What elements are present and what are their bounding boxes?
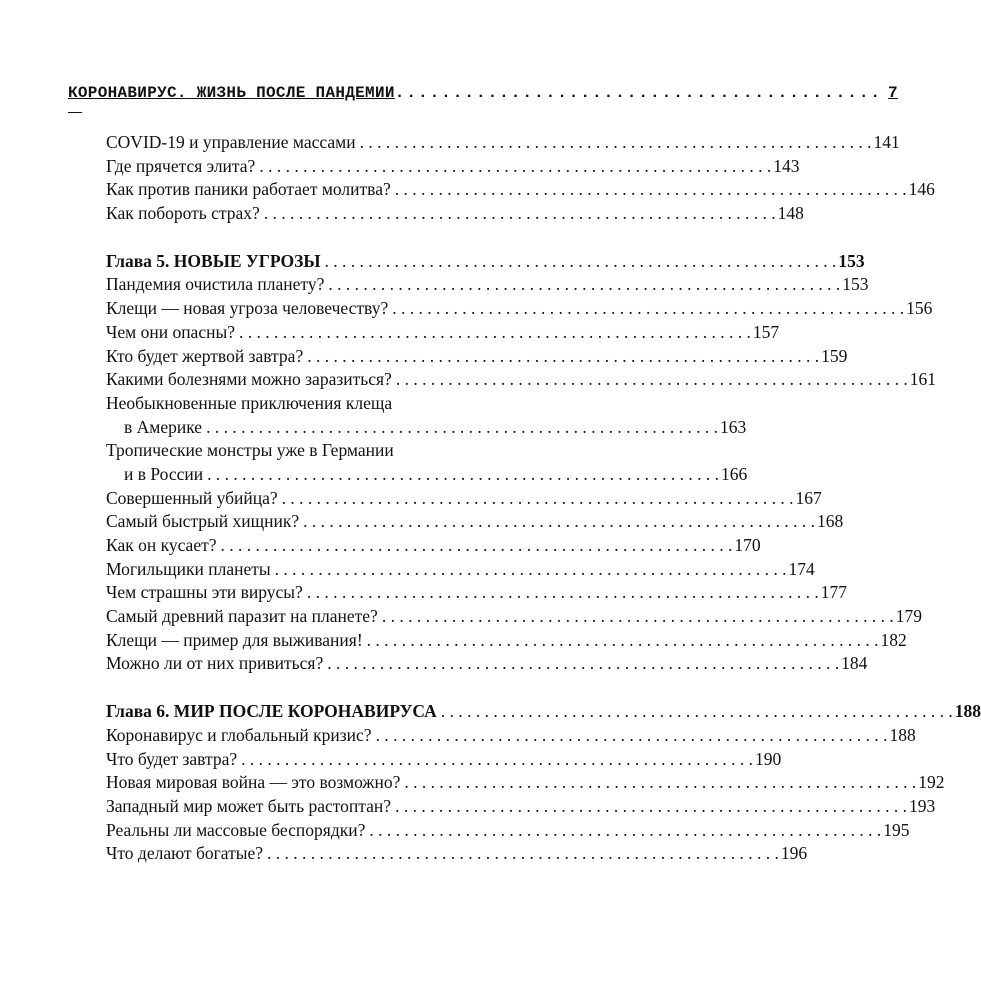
toc-entry-multiline-line1 bbox=[106, 392, 531, 416]
toc-entry bbox=[106, 819, 910, 843]
dot-leader bbox=[441, 700, 953, 724]
dot-leader bbox=[325, 250, 837, 274]
entry-page-number: 170 bbox=[734, 535, 761, 555]
chapter-6-heading bbox=[106, 700, 981, 724]
entry-page-number: 148 bbox=[777, 203, 804, 224]
chapter-title: Глава 5. НОВЫЕ УГРОЗЫ bbox=[106, 250, 321, 271]
section-gap bbox=[106, 226, 531, 250]
section-gap bbox=[106, 676, 531, 700]
entry-title: Какими болезнями можно заразиться? bbox=[106, 369, 392, 390]
entry-page-number: 141 bbox=[873, 132, 900, 152]
entry-title: Самый древний паразит на планете? bbox=[106, 606, 378, 627]
entry-page-number: 153 bbox=[842, 274, 869, 295]
entry-title: Как побороть страх? bbox=[106, 203, 260, 224]
toc-entry bbox=[106, 558, 815, 582]
chapter-5-heading bbox=[106, 250, 865, 274]
entry-title: Где прячется элита? bbox=[106, 155, 256, 176]
toc-entry bbox=[106, 178, 935, 202]
toc-group-4 bbox=[106, 724, 945, 866]
dot-leader bbox=[239, 321, 751, 345]
entry-title: Кто будет жертвой завтра? bbox=[106, 345, 304, 366]
toc-entry bbox=[106, 605, 922, 629]
entry-page-number: 179 bbox=[895, 606, 922, 627]
running-header bbox=[68, 84, 898, 102]
dot-leader bbox=[282, 487, 794, 511]
entry-page-number: 156 bbox=[906, 298, 933, 319]
entry-title: Западный мир может быть растоптан? bbox=[106, 795, 392, 816]
dot-leader bbox=[259, 155, 771, 179]
toc-entry bbox=[106, 510, 844, 534]
toc-group-2 bbox=[106, 273, 936, 391]
entry-title: Что будет завтра? bbox=[106, 748, 238, 769]
entry-page-number: 174 bbox=[788, 558, 815, 579]
toc-entry bbox=[106, 368, 936, 392]
entry-title: Пандемия очистила планету? bbox=[106, 274, 325, 295]
toc-entry bbox=[106, 202, 804, 226]
dot-leader bbox=[327, 652, 839, 676]
dot-leader bbox=[267, 842, 779, 866]
dot-leader bbox=[275, 558, 787, 582]
entry-page-number: 143 bbox=[773, 155, 800, 176]
dot-leader bbox=[206, 416, 718, 440]
entry-title: Необыкновенные приключения клеща bbox=[106, 392, 393, 413]
running-header-leader: .......................................... bbox=[394, 84, 883, 102]
chapter-page-number: 153 bbox=[838, 250, 865, 271]
entry-title: Клещи — новая угроза человечеству? bbox=[106, 298, 389, 319]
toc-entry bbox=[106, 724, 916, 748]
dot-leader bbox=[360, 131, 872, 155]
toc-entry bbox=[106, 534, 761, 558]
entry-page-number: 161 bbox=[909, 369, 936, 390]
toc-entry-multiline-line2 bbox=[106, 416, 747, 440]
toc-entry bbox=[106, 321, 780, 345]
dot-leader bbox=[395, 178, 907, 202]
toc-entry bbox=[106, 795, 936, 819]
toc-group-3 bbox=[106, 487, 922, 677]
entry-page-number: 184 bbox=[841, 653, 868, 674]
entry-title: Совершенный убийца? bbox=[106, 487, 278, 508]
entry-page-number: 192 bbox=[918, 772, 945, 793]
dot-leader bbox=[382, 605, 894, 629]
entry-page-number: 159 bbox=[821, 345, 848, 366]
entry-page-number: 177 bbox=[820, 582, 847, 603]
entry-page-number: 157 bbox=[752, 321, 780, 342]
dot-leader bbox=[307, 581, 819, 605]
toc-entry bbox=[106, 273, 869, 297]
toc-group-1 bbox=[106, 131, 935, 226]
toc-entry-multiline-line2 bbox=[106, 463, 748, 487]
running-header-title: КОРОНАВИРУС. ЖИЗНЬ ПОСЛЕ ПАНДЕМИИ bbox=[68, 84, 395, 102]
entry-title: Что делают богатые? bbox=[106, 843, 264, 864]
chapter-title: Глава 6. МИР ПОСЛЕ КОРОНАВИРУСА bbox=[106, 701, 437, 722]
entry-title-continuation: и в России bbox=[124, 463, 204, 484]
entry-title-continuation: в Америке bbox=[124, 416, 203, 437]
header-rule-mark bbox=[68, 112, 82, 113]
entry-title: Как против паники работает молитва? bbox=[106, 179, 391, 200]
toc-entry bbox=[106, 155, 800, 179]
toc-entry-multiline-line1 bbox=[106, 439, 531, 463]
entry-page-number: 190 bbox=[755, 748, 782, 769]
entry-title: Тропические монстры уже в Германии bbox=[106, 440, 394, 461]
toc-entry bbox=[106, 131, 900, 155]
entry-page-number: 166 bbox=[721, 463, 748, 484]
dot-leader bbox=[221, 534, 733, 558]
toc-entry bbox=[106, 581, 847, 605]
dot-leader bbox=[264, 202, 776, 226]
dot-leader bbox=[307, 345, 819, 369]
entry-page-number: 146 bbox=[908, 179, 935, 200]
entry-page-number: 193 bbox=[908, 795, 936, 816]
entry-page-number: 163 bbox=[719, 416, 747, 437]
running-header-page-number: 7 bbox=[888, 84, 898, 102]
entry-page-number: 196 bbox=[780, 843, 808, 864]
dot-leader bbox=[376, 724, 888, 748]
entry-page-number: 167 bbox=[795, 487, 822, 508]
toc-entry bbox=[106, 842, 808, 866]
toc-entry bbox=[106, 629, 907, 653]
dot-leader bbox=[395, 795, 907, 819]
entry-title: Чем страшны эти вирусы? bbox=[106, 582, 303, 603]
toc-entry bbox=[106, 487, 822, 511]
entry-title: Чем они опасны? bbox=[106, 321, 235, 342]
toc-entry bbox=[106, 748, 782, 772]
entry-title: Могильщики планеты bbox=[106, 558, 271, 579]
dot-leader bbox=[241, 748, 753, 772]
entry-title: COVID-19 и управление массами bbox=[106, 132, 356, 152]
toc-entry bbox=[106, 652, 868, 676]
chapter-page-number: 188 bbox=[954, 701, 981, 722]
toc-entry bbox=[106, 771, 945, 795]
entry-page-number: 168 bbox=[817, 511, 844, 532]
entry-title: Реальны ли массовые беспорядки? bbox=[106, 819, 366, 840]
dot-leader bbox=[392, 297, 904, 321]
toc-entry bbox=[106, 345, 848, 369]
entry-page-number: 188 bbox=[889, 724, 916, 745]
table-of-contents bbox=[106, 131, 981, 866]
dot-leader bbox=[367, 629, 879, 653]
entry-page-number: 182 bbox=[880, 629, 907, 650]
entry-title: Самый быстрый хищник? bbox=[106, 511, 300, 532]
dot-leader bbox=[303, 510, 815, 534]
entry-page-number: 195 bbox=[883, 819, 910, 840]
toc-entry bbox=[106, 297, 933, 321]
entry-title: Новая мировая война — это возможно? bbox=[106, 772, 401, 793]
dot-leader bbox=[207, 463, 719, 487]
entry-title: Как он кусает? bbox=[106, 535, 217, 555]
dot-leader bbox=[396, 368, 908, 392]
entry-title: Коронавирус и глобальный кризис? bbox=[106, 724, 372, 745]
entry-title: Можно ли от них привиться? bbox=[106, 653, 324, 674]
dot-leader bbox=[404, 771, 916, 795]
entry-title: Клещи — пример для выживания! bbox=[106, 629, 363, 650]
dot-leader bbox=[328, 273, 840, 297]
dot-leader bbox=[369, 819, 881, 843]
